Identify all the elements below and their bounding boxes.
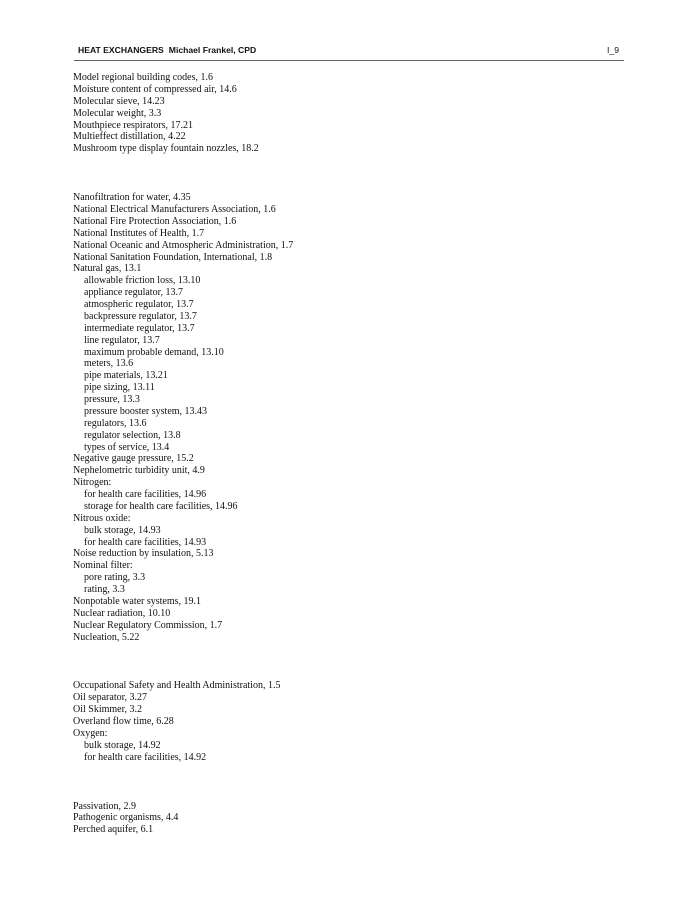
index-subentry: pressure booster system, 13.43	[84, 405, 208, 417]
index-subentry: for health care facilities, 14.92	[84, 751, 207, 763]
index-entry: Pathogenic organisms, 4.4	[73, 812, 179, 824]
index-subentry: for health care facilities, 14.93	[84, 536, 207, 548]
index-subentry: bulk storage, 14.92	[84, 739, 161, 751]
index-entry: National Oceanic and Atmospheric Administration, 1.7	[73, 239, 294, 251]
page-number: I_9	[607, 45, 619, 55]
index-subentry: pipe sizing, 13.11	[84, 382, 155, 394]
index-subentry: bulk storage, 14.93	[84, 524, 161, 536]
index-entry: Perched aquifer, 6.1	[73, 824, 154, 836]
index-entry: Oil Skimmer, 3.2	[73, 704, 143, 716]
index-entry: Multieffect distillation, 4.22	[73, 131, 186, 143]
index-entry: National Institutes of Health, 1.7	[73, 227, 205, 239]
index-subentry: types of service, 13.4	[84, 441, 170, 453]
index-subentry: for health care facilities, 14.96	[84, 489, 207, 500]
index-entry: Oil separator, 3.27	[73, 692, 148, 704]
index-body	[73, 72, 623, 836]
index-entry: Mushroom type display fountain nozzles, 18.2	[73, 143, 259, 155]
index-subentry: storage for health care facilities, 14.96	[84, 500, 238, 512]
index-subentry: appliance regulator, 13.7	[84, 287, 184, 299]
index-entry: Passivation, 2.9	[73, 800, 137, 812]
running-title	[78, 45, 256, 55]
index-subentry: rating, 3.3	[84, 584, 125, 595]
index-subentry: line regulator, 13.7	[84, 334, 160, 346]
index-section	[73, 801, 623, 837]
index-subentry: pressure, 13.3	[84, 394, 140, 405]
index-section	[73, 680, 623, 763]
index-entry: Nominal filter:	[73, 560, 133, 572]
index-entry: Molecular sieve, 14.23	[73, 95, 165, 107]
index-entry: Overland flow time, 6.28	[73, 716, 174, 727]
index-subentry: pipe materials, 13.21	[84, 370, 168, 382]
index-entry: Natural gas, 13.1	[73, 263, 142, 275]
index-entry: Mouthpiece respirators, 17.21	[73, 119, 193, 131]
index-entry: Noise reduction by insulation, 5.13	[73, 548, 214, 560]
index-subentry: pore rating, 3.3	[84, 572, 146, 584]
index-entry: Nitrous oxide:	[73, 512, 131, 524]
book-title: HEAT EXCHANGERS	[78, 45, 164, 55]
index-subentry: regulator selection, 13.8	[84, 429, 181, 441]
index-section	[73, 72, 623, 155]
index-subentry: regulators, 13.6	[84, 417, 147, 429]
index-entry: Nitrogen:	[73, 477, 112, 489]
index-entry: National Sanitation Foundation, International, 1.8	[73, 251, 273, 263]
index-subentry: maximum probable demand, 13.10	[84, 346, 224, 358]
index-subentry: backpressure regulator, 13.7	[84, 310, 197, 322]
index-entry: Oxygen:	[73, 727, 108, 739]
index-subentry: atmospheric regulator, 13.7	[84, 299, 194, 310]
index-entry: Nucleation, 5.22	[73, 631, 140, 643]
index-entry: Occupational Safety and Health Administration, 1.5	[73, 680, 281, 692]
page-header	[74, 42, 624, 61]
index-entry: Nuclear Regulatory Commission, 1.7	[73, 619, 223, 631]
index-entry: National Fire Protection Association, 1.6	[73, 215, 237, 227]
index-subentry: intermediate regulator, 13.7	[84, 322, 195, 334]
index-entry: Nephelometric turbidity unit, 4.9	[73, 465, 205, 477]
index-entry: National Electrical Manufacturers Association, 1.6	[73, 204, 276, 215]
index-subentry: meters, 13.6	[84, 358, 134, 370]
index-entry: Moisture content of compressed air, 14.6	[73, 83, 237, 95]
index-section	[73, 192, 623, 643]
index-entry: Nonpotable water systems, 19.1	[73, 595, 202, 607]
index-subentry: allowable friction loss, 13.10	[84, 275, 201, 287]
index-entry: Nuclear radiation, 10.10	[73, 607, 171, 619]
index-entry: Nanofiltration for water, 4.35	[73, 192, 191, 204]
author-name: Michael Frankel, CPD	[168, 45, 257, 55]
index-entry: Negative gauge pressure, 15.2	[73, 453, 194, 465]
index-entry: Model regional building codes, 1.6	[73, 72, 213, 83]
index-entry: Molecular weight, 3.3	[73, 107, 162, 119]
